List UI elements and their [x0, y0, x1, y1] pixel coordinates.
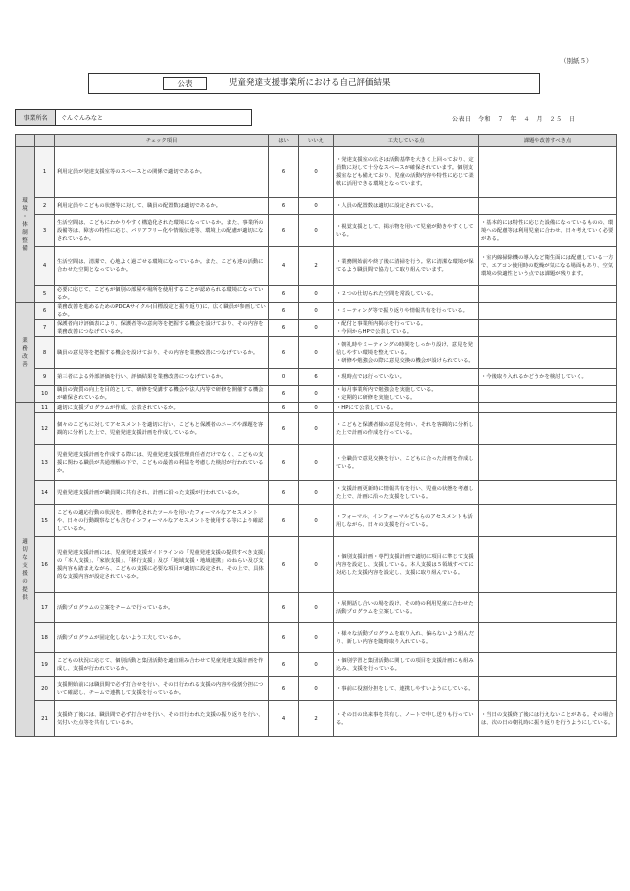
- check-item: こどもの適応行動の状況を、標準化されたツールを用いたフォーマルなアセスメントや、日々の行動観察なども含むインフォーマルなアセスメントを使用する等により確認しているか。: [55, 505, 269, 537]
- header-check-item: チェック項目: [55, 135, 269, 147]
- title-box: [88, 73, 540, 94]
- no-count: 0: [299, 286, 334, 303]
- header-category: [16, 135, 35, 147]
- table-row: [16, 369, 617, 386]
- issue-note: [479, 505, 617, 537]
- item-number: 17: [35, 593, 55, 623]
- header-effort: 工夫している点: [334, 135, 479, 147]
- effort-note: ・その日の出来事を共有し、ノートで申し送りも行っている。: [334, 701, 479, 737]
- effort-note: ・こどもと保護者様の意見を伺い、それを客観的に分析した上で計画の作成を行っている。: [334, 413, 479, 445]
- item-number: 14: [35, 481, 55, 505]
- no-count: 0: [299, 445, 334, 481]
- effort-note: ・人員の配置数は適切に設定されている。: [334, 198, 479, 215]
- yes-count: 6: [269, 445, 299, 481]
- check-item: こどもの状況に応じて、個別活動と集団活動を適宜組み合わせて児童発達支援計画を作成し、支援が行われているか。: [55, 653, 269, 677]
- no-count: 0: [299, 653, 334, 677]
- issue-note: [479, 337, 617, 369]
- item-number: 18: [35, 623, 55, 653]
- issue-note: [479, 286, 617, 303]
- no-count: 0: [299, 147, 334, 198]
- item-number: 7: [35, 320, 55, 337]
- check-item: 支援終了後には、職員間で必ず打合せを行い、その日行われた支援の振り返りを行い、気付いた点等を共有しているか。: [55, 701, 269, 737]
- item-number: 5: [35, 286, 55, 303]
- table-row: [16, 653, 617, 677]
- yes-count: 6: [269, 505, 299, 537]
- business-box: [15, 109, 252, 126]
- effort-note: ・毎月事業所内で勉強会を実施している。 ・定期的に研修を実施している。: [334, 386, 479, 403]
- business-label: 事業所名: [16, 110, 56, 125]
- no-count: 0: [299, 677, 334, 701]
- item-number: 3: [35, 215, 55, 247]
- no-count: 0: [299, 623, 334, 653]
- no-count: 0: [299, 413, 334, 445]
- yes-count: 4: [269, 701, 299, 737]
- table-row: [16, 701, 617, 737]
- issue-note: ・当日の支援終了後には行えないことがある。その場合は、次の日の朝礼時に振り返りを行うようにしている。: [479, 701, 617, 737]
- check-item: 生活空間は、こどもにわかりやすく構造化された環境になっているか。また、事業所の設備等は、障害の特性に応じ、バリアフリー化や情報伝達等、環境上の配慮が適切になされているか。: [55, 215, 269, 247]
- table-row: [16, 445, 617, 481]
- issue-note: ・今後取り入れるかどうかを検討していく。: [479, 369, 617, 386]
- effort-note: ・HPにて公表している。: [334, 403, 479, 413]
- check-item: 保護者向け評価表により、保護者等の意向等を把握する機会を設けており、その内容を業務改善につなげているか。: [55, 320, 269, 337]
- yes-count: 6: [269, 147, 299, 198]
- effort-note: ・支援計画更新時に情報共有を行い、児童の状態を考慮した上で、計画に沿った支援をしている。: [334, 481, 479, 505]
- table-header-row: [16, 135, 617, 147]
- issue-note: [479, 653, 617, 677]
- header-no: いいえ: [299, 135, 334, 147]
- category-biz: 業 務 改 善: [16, 303, 35, 403]
- no-count: 0: [299, 337, 334, 369]
- yes-count: 6: [269, 337, 299, 369]
- check-item: 支援開始前には職員間で必ず打合せを行い、その日行われる支援の内容や役割分担について確認し、チームで連携して支援を行っているか。: [55, 677, 269, 701]
- item-number: 6: [35, 303, 55, 320]
- check-item: 活動プログラムが固定化しないよう工夫しているか。: [55, 623, 269, 653]
- effort-note: ・ミーティング等で振り返りや情報共有を行っている。: [334, 303, 479, 320]
- yes-count: 6: [269, 413, 299, 445]
- check-item: 児童発達支援計画には、児童発達支援ガイドラインの「児童発達支援の提供すべき支援」の「本人支援」、「家族支援」、「移行支援」及び「地域支援・地域連携」のねらい及び支援内容も踏まえながら、こどもの支援に必要な項目が適切に設定され、その上で、具体的な支援内容が設定されているか。: [55, 537, 269, 593]
- table-row: [16, 215, 617, 247]
- check-item: 利用定員が発達支援室等のスペースとの関係で適切であるか。: [55, 147, 269, 198]
- table-row: [16, 593, 617, 623]
- no-count: 0: [299, 403, 334, 413]
- item-number: 21: [35, 701, 55, 737]
- table-row: [16, 198, 617, 215]
- issue-note: [479, 303, 617, 320]
- item-number: 19: [35, 653, 55, 677]
- no-count: 0: [299, 537, 334, 593]
- no-count: 2: [299, 247, 334, 286]
- check-item: 職員の意見等を把握する機会を設けており、その内容を業務改善につなげているか。: [55, 337, 269, 369]
- yes-count: 6: [269, 537, 299, 593]
- table-row: [16, 623, 617, 653]
- effort-note: ・個別学習と集団活動に関しての項目を支援計画にも組み込み、支援を行っている。: [334, 653, 479, 677]
- effort-note: ・事前に役割分担をして、連携しやすいようにしている。: [334, 677, 479, 701]
- no-count: 0: [299, 303, 334, 320]
- check-item: 児童発達支援計画が職員間に共有され、計画に沿った支援が行われているか。: [55, 481, 269, 505]
- table-row: [16, 286, 617, 303]
- issue-note: [479, 537, 617, 593]
- issue-note: [479, 147, 617, 198]
- yes-count: 6: [269, 198, 299, 215]
- yes-count: 6: [269, 215, 299, 247]
- table-row: [16, 320, 617, 337]
- effort-note: ・全職員で意見交換を行い、こどもに合った計画を作成している。: [334, 445, 479, 481]
- yes-count: 4: [269, 247, 299, 286]
- effort-note: ・様々な活動プログラムを取り入れ、偏らないよう組んだり、新しい内容を随時取り入れている。: [334, 623, 479, 653]
- category-env: 環 境 ・ 体 制 整 備: [16, 147, 35, 303]
- publication-date: 公表日 令和 ７ 年 ４ 月 ２５ 日: [452, 116, 576, 123]
- issue-note: [479, 445, 617, 481]
- check-item: 第三者による外部評価を行い、評価結果を業務改善につなげているか。: [55, 369, 269, 386]
- table-row: [16, 537, 617, 593]
- yes-count: 0: [269, 369, 299, 386]
- check-item: 適切に支援プログラムが作成、公表されているか。: [55, 403, 269, 413]
- item-number: 9: [35, 369, 55, 386]
- item-number: 13: [35, 445, 55, 481]
- yes-count: 6: [269, 320, 299, 337]
- no-count: 0: [299, 593, 334, 623]
- effort-note: ・朝礼時やミーティングの時間をしっかり設け、意見を発信しやすい環境を整えている。 ・研修や勉強会の際に意見交換の機会が設けられている。: [334, 337, 479, 369]
- table-row: [16, 481, 617, 505]
- issue-note: ・基本的には特性に応じた設備になっているものの、環境への配慮等は利用児童に合わせ、日々考えていく必要がある。: [479, 215, 617, 247]
- yes-count: 6: [269, 623, 299, 653]
- table-row: [16, 386, 617, 403]
- table-row: [16, 337, 617, 369]
- table-row: [16, 505, 617, 537]
- item-number: 15: [35, 505, 55, 537]
- item-number: 16: [35, 537, 55, 593]
- effort-note: ・配付と事業所内掲示を行っている。 ・今回からHPで公表している。: [334, 320, 479, 337]
- yes-count: 6: [269, 286, 299, 303]
- issue-note: [479, 677, 617, 701]
- effort-note: ・展開話し合いの場を設け、その時の利用児童に合わせた活動プログラムを立案している。: [334, 593, 479, 623]
- publication-badge: 公表: [163, 77, 207, 90]
- no-count: 0: [299, 198, 334, 215]
- header-number: [35, 135, 55, 147]
- item-number: 10: [35, 386, 55, 403]
- issue-note: [479, 413, 617, 445]
- check-item: 個々のこどもに対してアセスメントを適切に行い、こどもと保護者のニーズや課題を客観的に分析した上で、児童発達支援計画を作成しているか。: [55, 413, 269, 445]
- effort-note: ・２つの仕切られた空間を常設している。: [334, 286, 479, 303]
- check-item: 児童発達支援計画を作成する際には、児童発達支援管理責任者だけでなく、こどもの支援に関わる職員が共通理解の下で、こどもの最善の利益を考慮した検討が行われているか。: [55, 445, 269, 481]
- no-count: 0: [299, 481, 334, 505]
- item-number: 11: [35, 403, 55, 413]
- check-item: 職員の資質の向上を目的として、研修を受講する機会や法人内等で研修を開催する機会が確保されているか。: [55, 386, 269, 403]
- effort-note: ・業務開始前や終了後に清掃を行う。常に清潔な環境が保てるよう職員間で協力して取り組んでいます。: [334, 247, 479, 286]
- effort-note: ・個別支援計画・専門支援計画で適切に項目に準じて支援内容を設定し、支援している。本人支援は５領域すべてに対応した支援内容を設定し、支援に取り組んでいる。: [334, 537, 479, 593]
- yes-count: 6: [269, 677, 299, 701]
- header-yes: はい: [269, 135, 299, 147]
- check-item: 必要に応じて、こどもが個別の部屋や場所を使用することが認められる環境になっているか。: [55, 286, 269, 303]
- yes-count: 6: [269, 653, 299, 677]
- evaluation-table: [15, 134, 617, 737]
- no-count: 0: [299, 505, 334, 537]
- effort-note: ・視覚支援として、掲示物を用いて児童が動きやすくしている。: [334, 215, 479, 247]
- effort-note: ・現時点では行っていない。: [334, 369, 479, 386]
- item-number: 1: [35, 147, 55, 198]
- yes-count: 6: [269, 403, 299, 413]
- yes-count: 6: [269, 386, 299, 403]
- item-number: 4: [35, 247, 55, 286]
- no-count: 6: [299, 369, 334, 386]
- issue-note: [479, 593, 617, 623]
- check-item: 業務改善を進めるためのPDCAサイクル(目標設定と振り返り)に、広く職員が参画しているか。: [55, 303, 269, 320]
- issue-note: [479, 198, 617, 215]
- no-count: 2: [299, 701, 334, 737]
- business-name: ぐんぐんみなと: [61, 115, 104, 122]
- table-row: [16, 413, 617, 445]
- issue-note: [479, 403, 617, 413]
- annex-label: （別紙５）: [560, 57, 593, 65]
- header-issues: 課題や改善すべき点: [479, 135, 617, 147]
- check-item: 利用定員やこどもの状態等に対して、職員の配置数は適切であるか。: [55, 198, 269, 215]
- yes-count: 6: [269, 303, 299, 320]
- issue-note: [479, 623, 617, 653]
- table-row: [16, 677, 617, 701]
- issue-note: [479, 320, 617, 337]
- yes-count: 6: [269, 481, 299, 505]
- no-count: 0: [299, 320, 334, 337]
- category-support: 適 切 な 支 援 の 提 供: [16, 403, 35, 737]
- page-title: 児童発達支援事業所における自己評価結果: [229, 78, 391, 88]
- check-item: 生活空間は、清潔で、心地よく過ごせる環境になっているか。また、こども達の活動に合わせた空間となっているか。: [55, 247, 269, 286]
- table-row: [16, 403, 617, 413]
- effort-note: ・発達支援室の広さは活動基準を大きく上回っており、定員数に対して十分なスペースが確保されています。個別支援室なども備えており、児童の活動内容や特性に応じて柔軟に活用できる環境となっています。: [334, 147, 479, 198]
- check-item: 活動プログラムの立案をチームで行っているか。: [55, 593, 269, 623]
- item-number: 2: [35, 198, 55, 215]
- item-number: 12: [35, 413, 55, 445]
- yes-count: 6: [269, 593, 299, 623]
- item-number: 20: [35, 677, 55, 701]
- issue-note: ・室内線掃除機の導入など衛生面には配慮している一方で、エアコン使用時の乾燥が気になる場面もあり、空気環境の快適性という点では課題が残ります。: [479, 247, 617, 286]
- effort-note: ・フォーマル、インフォーマルどちらのアセスメントも活用しながら、日々の支援を行っている。: [334, 505, 479, 537]
- table-row: [16, 247, 617, 286]
- no-count: 0: [299, 386, 334, 403]
- table-row: [16, 147, 617, 198]
- issue-note: [479, 386, 617, 403]
- item-number: 8: [35, 337, 55, 369]
- no-count: 0: [299, 215, 334, 247]
- table-row: [16, 303, 617, 320]
- issue-note: [479, 481, 617, 505]
